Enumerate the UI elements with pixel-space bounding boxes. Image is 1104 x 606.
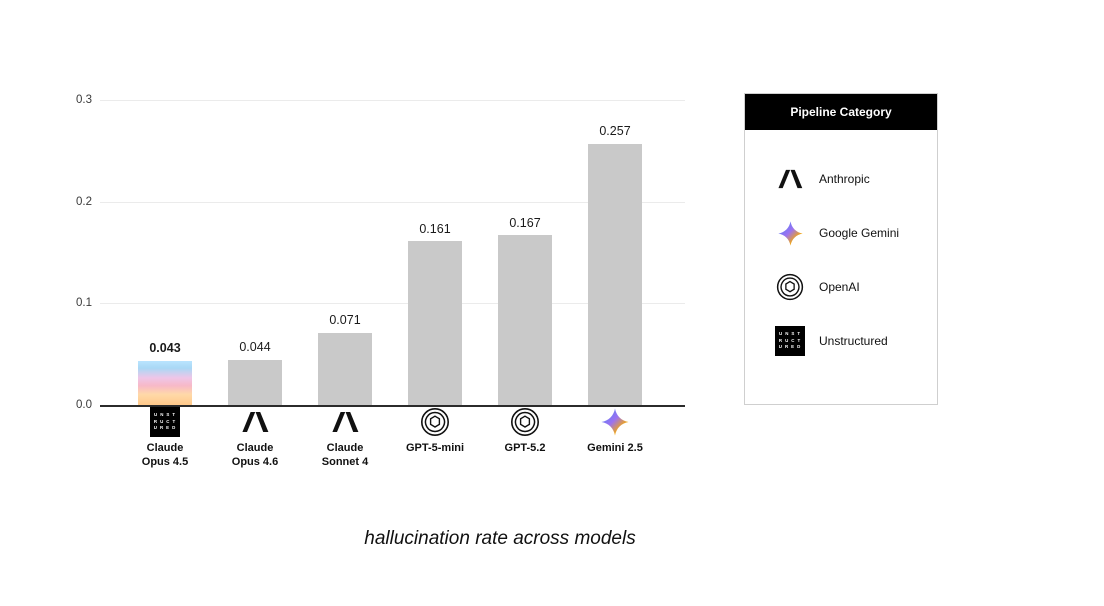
legend-label: Google Gemini: [819, 226, 900, 240]
y-tick-label: 0.3: [76, 94, 92, 106]
legend-item-unstructured[interactable]: [745, 314, 937, 368]
unstructured-logo-line: R U C T: [153, 418, 177, 424]
unstructured-logo-line: U N S T: [154, 412, 176, 418]
unstructured-logo-line: U R E D: [153, 425, 177, 431]
x-label-line1: GPT-5-mini: [405, 442, 465, 454]
legend-entries: [745, 130, 937, 368]
bar-value-label: 0.043: [149, 341, 181, 355]
x-label-line2: Sonnet 4: [321, 455, 369, 468]
bar-gemini-2-5[interactable]: [588, 144, 642, 405]
unstructured-icon: [773, 326, 807, 356]
bar-claude-opus-4-5[interactable]: [138, 361, 192, 405]
legend-label: OpenAI: [819, 280, 860, 294]
y-tick-label: 0.1: [76, 297, 92, 310]
openai-icon: [480, 405, 570, 439]
x-label-line1: Claude: [146, 442, 184, 454]
x-item-gpt-5-2: [480, 405, 570, 456]
legend-label: Anthropic: [819, 172, 870, 186]
bar-slot: [570, 100, 660, 405]
x-item-claude-opus-4-5: [120, 405, 210, 470]
bar-gpt-5-mini[interactable]: [408, 241, 462, 405]
x-label-line1: GPT-5.2: [504, 442, 546, 454]
x-label-line1: Claude: [236, 442, 274, 454]
anthropic-icon: [210, 405, 300, 439]
unstructured-logo-line: U N S T: [779, 331, 801, 337]
x-label-line2: Opus 4.6: [231, 455, 279, 468]
bar-slot: [480, 100, 570, 405]
bar-slot: [120, 100, 210, 405]
legend-item-openai[interactable]: [745, 260, 937, 314]
x-item-gemini-2-5: [570, 405, 660, 456]
bar-claude-opus-4-6[interactable]: [228, 360, 282, 405]
bar-value-label: 0.161: [419, 222, 451, 236]
bar-value-label: 0.257: [599, 124, 631, 138]
x-label-line1: Gemini 2.5: [587, 442, 643, 454]
unstructured-icon: [120, 405, 210, 439]
unstructured-logo-line: U R E D: [778, 344, 802, 350]
y-tick-label: 0.0: [76, 399, 92, 411]
x-label-line1: Claude: [326, 442, 364, 454]
x-axis-labels: [100, 405, 685, 495]
bar-series: [100, 100, 685, 405]
openai-icon: [390, 405, 480, 439]
bar-slot: [390, 100, 480, 405]
legend-title: Pipeline Category: [745, 94, 937, 130]
legend: [744, 93, 938, 405]
bar-slot: [210, 100, 300, 405]
bar-gpt-5-2[interactable]: [498, 235, 552, 405]
bar-value-label: 0.044: [239, 340, 271, 354]
chart-caption: hallucination rate across models: [364, 528, 636, 549]
x-label-line2: Opus 4.5: [141, 455, 189, 468]
bar-value-label: 0.071: [329, 313, 361, 327]
legend-label: Unstructured: [819, 334, 888, 348]
legend-item-anthropic[interactable]: [745, 152, 937, 206]
y-tick-label: 0.2: [76, 195, 92, 208]
unstructured-logo-line: R U C T: [778, 337, 802, 343]
x-item-claude-sonnet-4: [300, 405, 390, 470]
anthropic-icon: [300, 405, 390, 439]
legend-item-google-gemini[interactable]: [745, 206, 937, 260]
x-item-gpt-5-mini: [390, 405, 480, 456]
gemini-icon: [773, 220, 807, 247]
bar-chart: [60, 80, 700, 500]
bar-claude-sonnet-4[interactable]: [318, 333, 372, 405]
anthropic-icon: [773, 168, 807, 190]
openai-icon: [773, 272, 807, 302]
x-item-claude-opus-4-6: [210, 405, 300, 470]
bar-value-label: 0.167: [509, 216, 541, 230]
bar-slot: [300, 100, 390, 405]
gemini-icon: [570, 405, 660, 439]
